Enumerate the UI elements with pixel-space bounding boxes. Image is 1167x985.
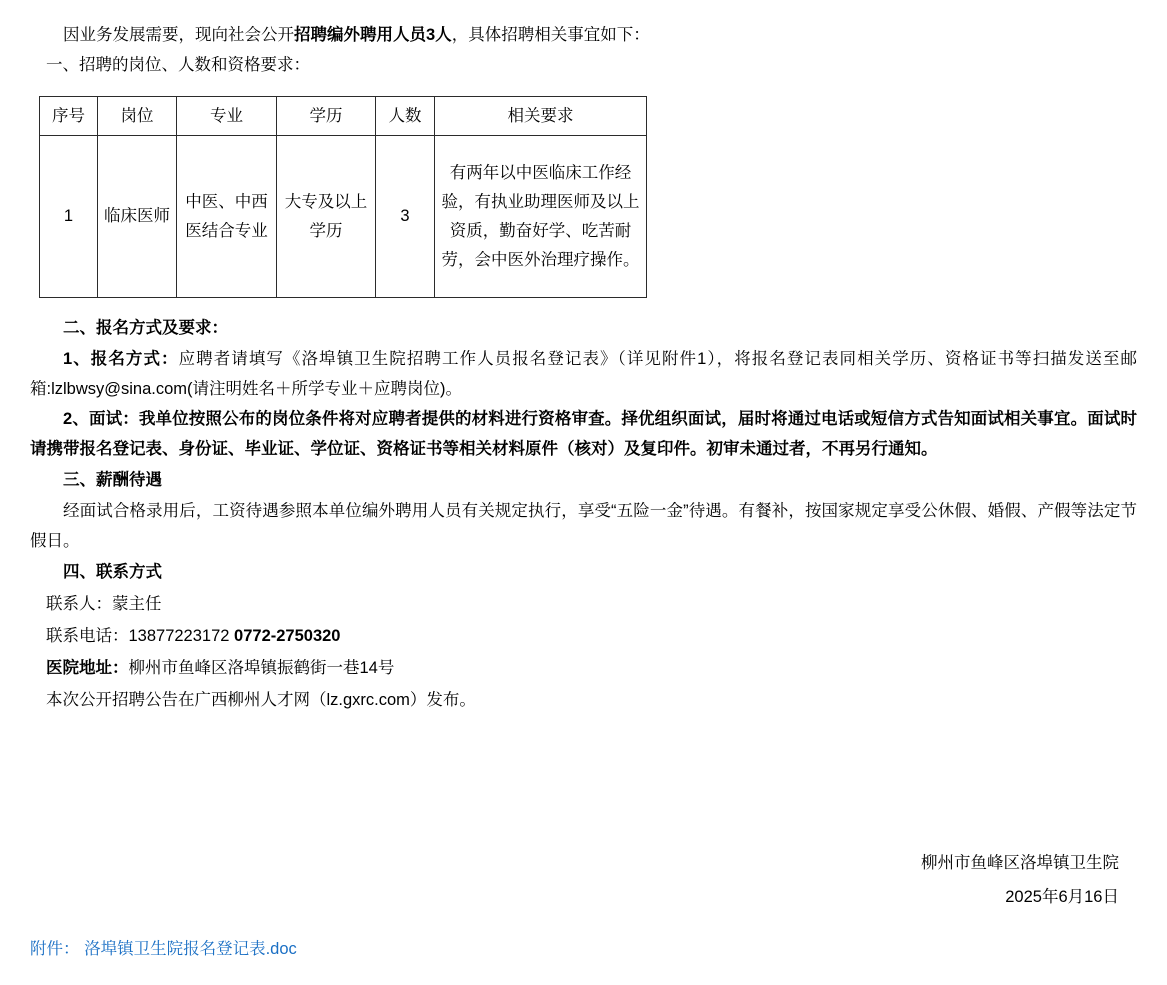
contact-phone-label: 联系电话： <box>46 627 129 645</box>
section2-item2-label: 2、面试： <box>63 410 139 428</box>
table-row <box>40 136 647 298</box>
section1-title: 一、招聘的岗位、人数和资格要求： <box>46 56 310 74</box>
section3-text: 经面试合格录用后，工资待遇参照本单位编外聘用人员有关规定执行，享受“五险一金”待遇。有餐补，按国家规定享受公休假、婚假、产假等法定节假日。 <box>30 502 1137 550</box>
table-header-cell: 学历 <box>277 97 376 136</box>
signature-block <box>30 846 1137 914</box>
table-header-row <box>40 97 647 136</box>
section3-title: 三、薪酬待遇 <box>63 471 162 489</box>
signature-date: 2025年6月16日 <box>1005 888 1119 906</box>
table-cell-number: 3 <box>376 136 435 298</box>
table-header-cell: 相关要求 <box>435 97 647 136</box>
publish-notice: 本次公开招聘公告在广西柳州人才网（lz.gxrc.com）发布。 <box>46 691 476 709</box>
attachment-row <box>30 935 297 959</box>
contact-address-label: 医院地址： <box>46 659 129 677</box>
section2-item2-text: 我单位按照公布的岗位条件将对应聘者提供的材料进行资格审查。择优组织面试，届时将通过电话或短信方式告知面试相关事宜。面试时请携带报名登记表、身份证、毕业证、学位证、资格证书等相关材料原件（核对）及复印件。初审未通过者，不再另行通知。 <box>30 410 1137 458</box>
contact-phone-line <box>30 620 1137 652</box>
signature-org: 柳州市鱼峰区洛埠镇卫生院 <box>921 854 1119 872</box>
table-header-cell: 专业 <box>177 97 277 136</box>
contact-address-value: 柳州市鱼峰区洛埠镇振鹤街一巷14号 <box>128 659 395 677</box>
contact-phone-landline: 0772-2750320 <box>234 627 341 645</box>
section4-title: 四、联系方式 <box>63 563 162 581</box>
section2-item1 <box>30 344 1137 404</box>
section2-title: 二、报名方式及要求： <box>63 319 228 337</box>
intro-lead-highlight: 招聘编外聘用人员3人 <box>294 26 452 44</box>
attachment-link[interactable]: 洛埠镇卫生院报名登记表.doc <box>84 940 297 958</box>
intro-lead-suffix: ，具体招聘相关事宜如下： <box>451 26 650 44</box>
table-header-cell: 人数 <box>376 97 435 136</box>
contact-person-line <box>30 588 1137 620</box>
table-header-cell: 序号 <box>40 97 98 136</box>
attachment-label: 附件： <box>30 940 80 958</box>
table-cell-no: 1 <box>40 136 98 298</box>
table-cell-education: 大专及以上学历 <box>277 136 376 298</box>
contact-person-label: 联系人： <box>46 595 112 613</box>
table-header-cell: 岗位 <box>98 97 177 136</box>
job-requirements-table <box>39 96 647 298</box>
contact-address-line <box>30 652 1137 684</box>
table-cell-post: 临床医师 <box>98 136 177 298</box>
section2-item1-label: 1、报名方式： <box>63 350 179 368</box>
table-cell-major: 中医、中西医结合专业 <box>177 136 277 298</box>
intro-lead <box>30 20 1137 50</box>
contact-person-value: 蒙主任 <box>112 595 162 613</box>
contact-phone-mobile: 13877223172 <box>128 627 230 645</box>
intro-lead-prefix: 因业务发展需要，现向社会公开 <box>63 26 294 44</box>
section2-item2 <box>30 404 1137 464</box>
table-cell-requirement: 有两年以中医临床工作经验，有执业助理医师及以上资质，勤奋好学、吃苦耐劳，会中医外治理疗操作。 <box>435 136 647 298</box>
section2-item1-text: 应聘者请填写《洛埠镇卫生院招聘工作人员报名登记表》（详见附件1），将报名登记表同相关学历、资格证书等扫描发送至邮箱:lzlbwsy@sina.com(请注明姓名＋所学专业＋应聘岗位)。 <box>30 350 1137 398</box>
